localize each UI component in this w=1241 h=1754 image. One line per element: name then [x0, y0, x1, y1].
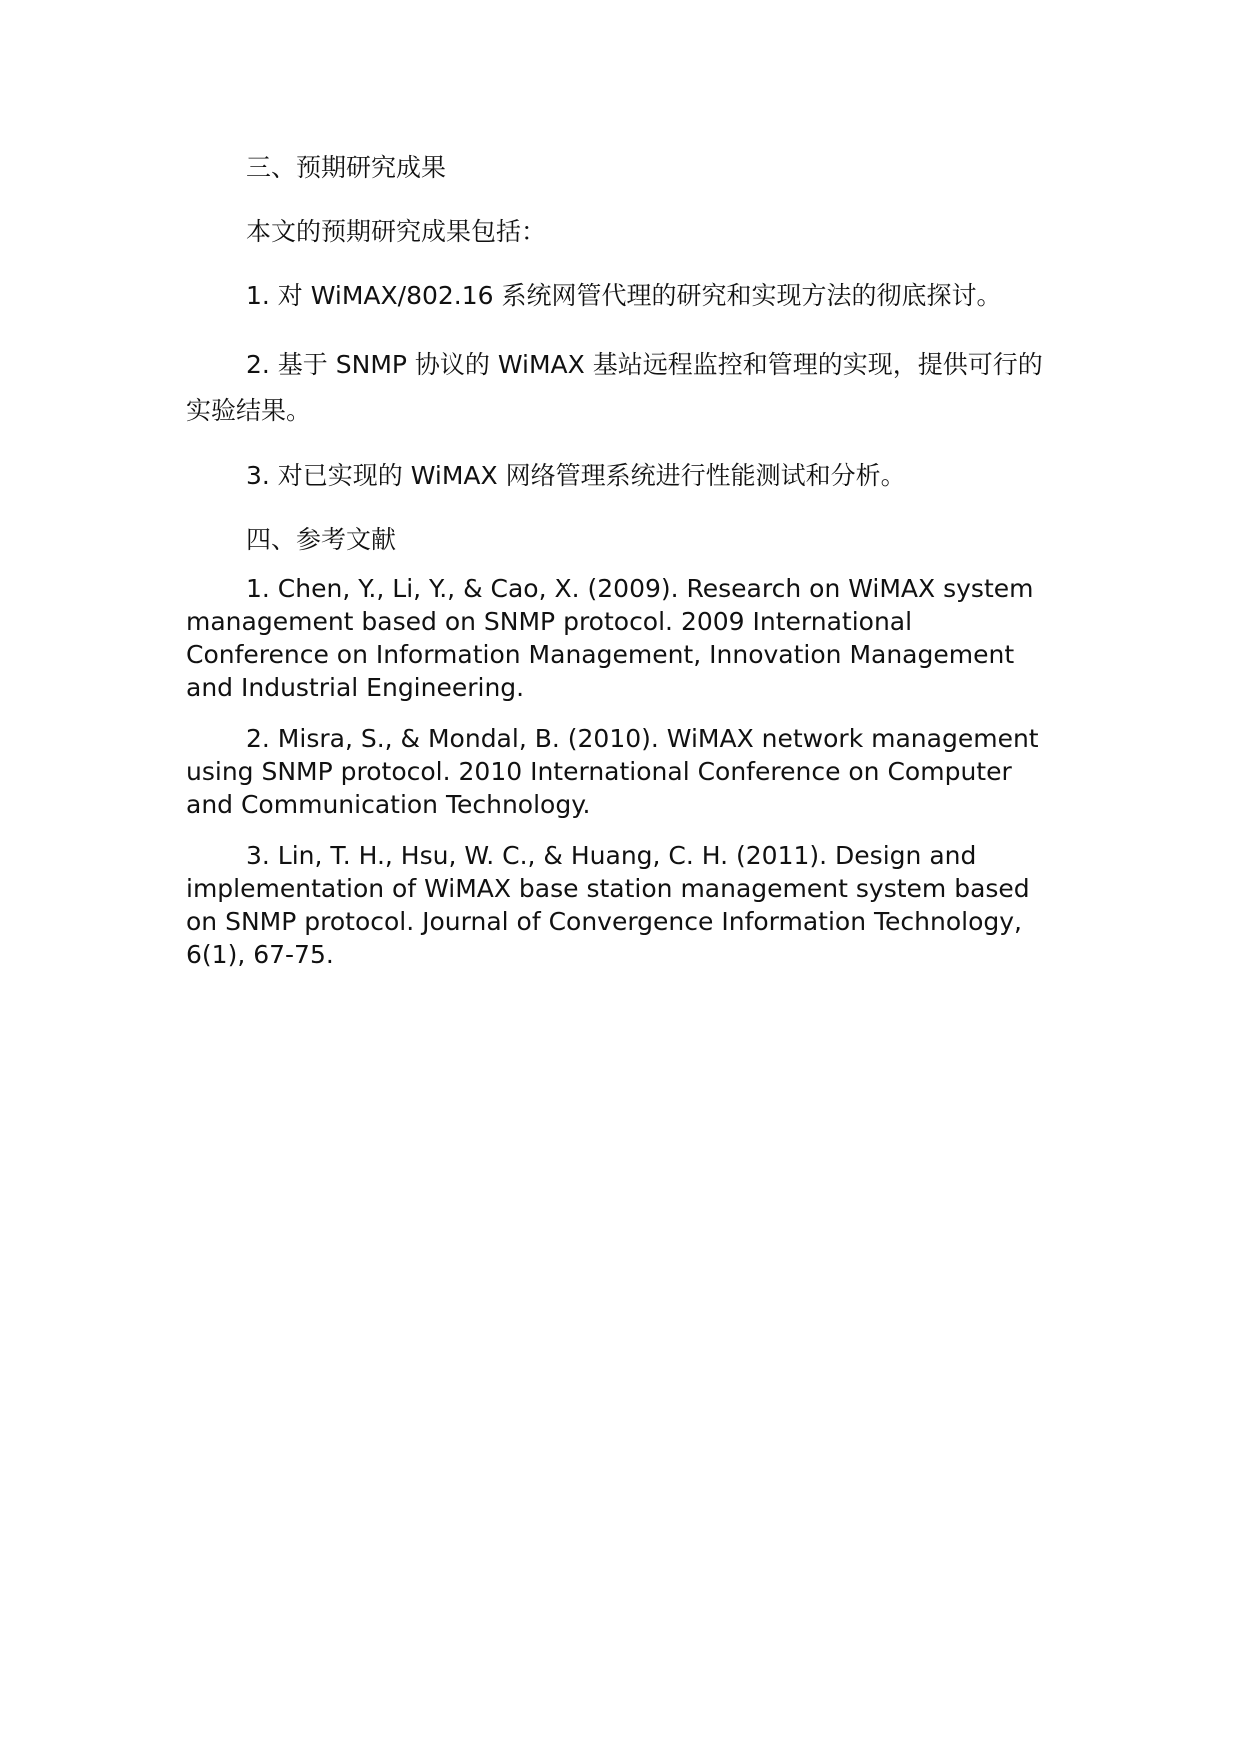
- reference-item: 2. Misra, S., & Mondal, B. (2010). WiMAX network management using SNMP protocol. 2010 International Conference on Computer and Communication Technology.: [186, 724, 1039, 819]
- results-item: 1. 对 WiMAX/802.16 系统网管代理的研究和实现方法的彻底探讨。: [246, 281, 1002, 310]
- results-item: 2. 基于 SNMP 协议的 WiMAX 基站远程监控和管理的实现，提供可行的实验结果。: [186, 350, 1043, 425]
- document-body: [186, 150, 1046, 989]
- results-item: 3. 对已实现的 WiMAX 网络管理系统进行性能测试和分析。: [246, 461, 906, 490]
- section-heading-results: 三、预期研究成果: [246, 153, 447, 182]
- section-heading-references: 四、参考文献: [246, 525, 397, 554]
- results-intro: 本文的预期研究成果包括：: [246, 217, 547, 246]
- reference-item: 1. Chen, Y., Li, Y., & Cao, X. (2009). Research on WiMAX system management based on SNMP protocol. 2009 International Conference on Information Management, Innovation Management and Industrial Engineering.: [186, 574, 1034, 702]
- reference-item: 3. Lin, T. H., Hsu, W. C., & Huang, C. H. (2011). Design and implementation of WiMAX base station management system based on SNMP protocol. Journal of Convergence Information Technology, 6(1), 67-75.: [186, 841, 1030, 969]
